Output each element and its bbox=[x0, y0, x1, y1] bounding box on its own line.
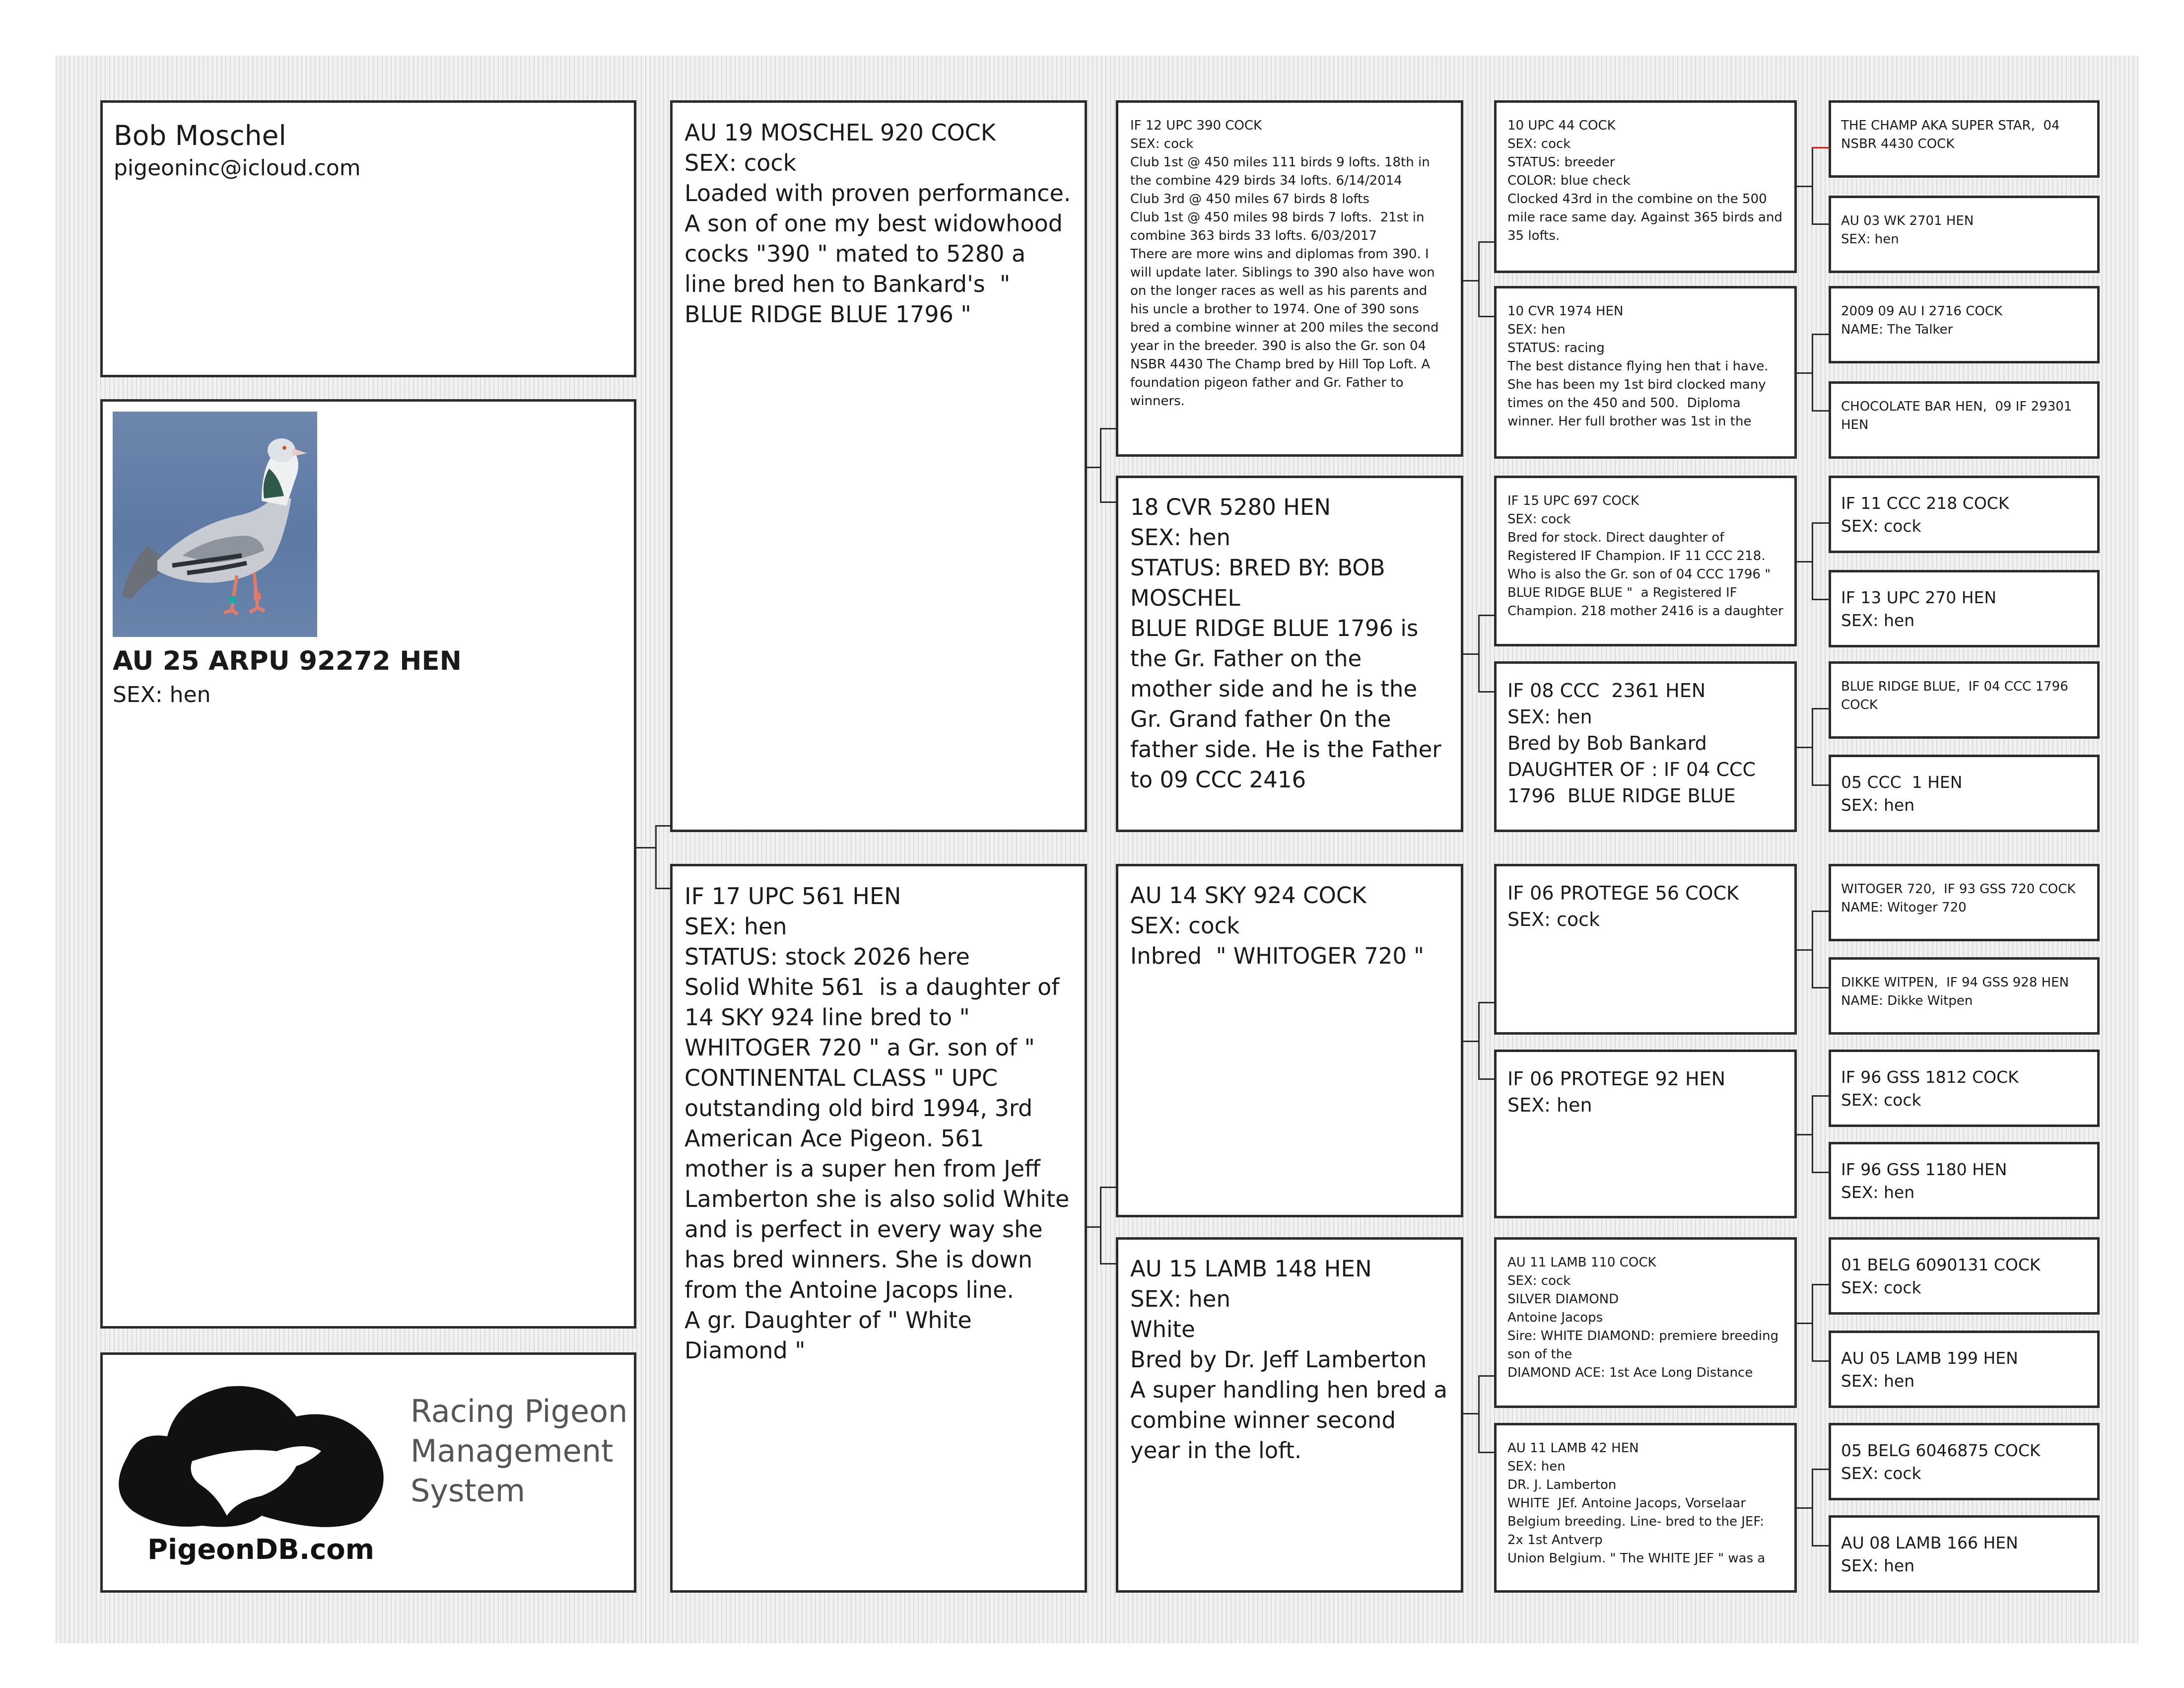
subject-name: AU 25 ARPU 92272 HEN bbox=[113, 646, 462, 676]
sire-text: AU 19 MOSCHEL 920 COCK SEX: cock Loaded with proven performance. A son of one my best widowhood cocks "390 " mated to 5280 a line bred hen to Bankard's " BLUE RIDGE BLUE 1796 " bbox=[684, 119, 1071, 328]
connector bbox=[1812, 1095, 1813, 1173]
ancestor-text: IF 08 CCC 2361 HEN SEX: hen Bred by Bob Bankard DAUGHTER OF : IF 04 CCC 1796 BLUE RIDGE BLUE bbox=[1507, 680, 1756, 807]
ancestor-text: 05 BELG 6046875 COCK SEX: cock bbox=[1841, 1441, 2041, 1483]
gen3-card[interactable] bbox=[1494, 1050, 1797, 1218]
connector bbox=[1100, 1187, 1101, 1264]
connector bbox=[1797, 561, 1813, 563]
pigeon-photo bbox=[113, 412, 317, 637]
ancestor-text: CHOCOLATE BAR HEN, 09 IF 29301 HEN bbox=[1841, 399, 2076, 432]
gen4-card[interactable] bbox=[1829, 476, 2100, 553]
connector bbox=[1478, 615, 1480, 692]
connector bbox=[1463, 653, 1479, 655]
gen4-card[interactable] bbox=[1829, 196, 2100, 273]
connector bbox=[1812, 1284, 1813, 1361]
connector bbox=[1812, 911, 1830, 912]
connector bbox=[1812, 522, 1830, 524]
logo-line-1: Racing Pigeon bbox=[410, 1393, 628, 1429]
ancestor-text: BLUE RIDGE BLUE, IF 04 CCC 1796 COCK bbox=[1841, 679, 2073, 712]
connector bbox=[1463, 1041, 1479, 1042]
ancestor-text: 10 CVR 1974 HEN SEX: hen STATUS: racing The best distance flying hen that i have. She has been my 1st bird clocked many times on the 450 and 500. Diploma winner. Her full brother was 1st in the bbox=[1507, 304, 1769, 429]
gen4-card[interactable] bbox=[1829, 1050, 2100, 1127]
connector bbox=[1812, 599, 1830, 600]
connector bbox=[1812, 1360, 1830, 1362]
connector bbox=[655, 825, 671, 827]
connector bbox=[1463, 1413, 1479, 1414]
connector bbox=[1100, 1263, 1117, 1265]
gen4-card[interactable] bbox=[1829, 864, 2100, 941]
owner-card bbox=[100, 100, 636, 377]
connector bbox=[1797, 1507, 1813, 1509]
ancestor-text: 2009 09 AU I 2716 COCK NAME: The Talker bbox=[1841, 304, 2003, 337]
gen4-card[interactable] bbox=[1829, 1331, 2100, 1408]
connector bbox=[1100, 428, 1101, 502]
connector bbox=[1087, 1226, 1101, 1228]
connector bbox=[1478, 1375, 1480, 1453]
connector bbox=[1812, 410, 1830, 412]
connector bbox=[1478, 1002, 1480, 1079]
ancestor-text: 10 UPC 44 COCK SEX: cock STATUS: breeder COLOR: blue check Clocked 43rd in the combine on the 500 mile race same day. Against 365 birds and 35 lofts. bbox=[1507, 118, 1782, 243]
connector bbox=[1100, 501, 1117, 503]
ancestor-text: WITOGER 720, IF 93 GSS 720 COCK NAME: Witoger 720 bbox=[1841, 882, 2076, 915]
connector bbox=[1087, 467, 1101, 468]
connector bbox=[1812, 334, 1813, 411]
connector bbox=[1797, 186, 1813, 187]
owner-name: Bob Moschel bbox=[114, 120, 286, 151]
connector bbox=[1812, 334, 1830, 335]
connector bbox=[1478, 241, 1480, 317]
ancestor-text: AU 11 LAMB 42 HEN SEX: hen DR. J. Lamberton WHITE JEf. Antoine Jacops, Vorselaar Belgium breeding. Line- bred to the JEF: 2x 1st Antverp Union Belgium. " The WHITE JEF " was a bbox=[1507, 1441, 1766, 1566]
logo-line-2: Management bbox=[410, 1433, 614, 1469]
connector bbox=[1812, 1095, 1830, 1097]
gen4-card[interactable] bbox=[1829, 1142, 2100, 1219]
logo-card bbox=[100, 1352, 636, 1593]
connector bbox=[1478, 1002, 1495, 1003]
connector bbox=[1812, 223, 1830, 225]
connector bbox=[1812, 1469, 1830, 1470]
connector bbox=[1812, 708, 1813, 785]
logo-site: PigeonDB.com bbox=[147, 1534, 375, 1566]
ancestor-text: DIKKE WITPEN, IF 94 GSS 928 HEN NAME: Dikke Witpen bbox=[1841, 975, 2069, 1008]
gen3-card[interactable] bbox=[1494, 1237, 1797, 1408]
gen4-card[interactable] bbox=[1829, 286, 2100, 363]
connector bbox=[1812, 987, 1830, 988]
sire-card[interactable] bbox=[670, 100, 1087, 832]
gen4-card[interactable] bbox=[1829, 957, 2100, 1035]
connector bbox=[1812, 784, 1830, 786]
gen3-card[interactable] bbox=[1494, 476, 1797, 646]
gen3-card[interactable] bbox=[1494, 864, 1797, 1035]
connector bbox=[1478, 691, 1495, 693]
connector bbox=[1812, 1469, 1813, 1546]
ancestor-text: IF 06 PROTEGE 56 COCK SEX: cock bbox=[1507, 882, 1739, 930]
granddam-paternal-card[interactable] bbox=[1116, 476, 1463, 832]
connector bbox=[1478, 1078, 1495, 1080]
grandparent-text: AU 15 LAMB 148 HEN SEX: hen White Bred by Dr. Jeff Lamberton A super handling hen bred a combine winner second year in the loft. bbox=[1130, 1256, 1447, 1464]
ancestor-text: AU 03 WK 2701 HEN SEX: hen bbox=[1841, 213, 1974, 247]
gen4-card[interactable] bbox=[1829, 1423, 2100, 1500]
connector bbox=[1478, 615, 1495, 616]
ancestor-text: AU 05 LAMB 199 HEN SEX: hen bbox=[1841, 1348, 2018, 1391]
ancestor-text: AU 11 LAMB 110 COCK SEX: cock SILVER DIAMOND Antoine Jacops Sire: WHITE DIAMOND: premiere breeding son of the DIAMOND ACE: 1st Ace Long Distance bbox=[1507, 1255, 1779, 1380]
gen4-card[interactable] bbox=[1829, 381, 2100, 459]
connector bbox=[1812, 1172, 1830, 1173]
gen3-card[interactable] bbox=[1494, 100, 1797, 273]
gen3-card[interactable] bbox=[1494, 1423, 1797, 1593]
connector bbox=[1812, 911, 1813, 988]
dam-card[interactable] bbox=[670, 864, 1087, 1593]
connector bbox=[1812, 1545, 1830, 1547]
grandparent-text: IF 12 UPC 390 COCK SEX: cock Club 1st @ 450 miles 111 birds 9 lofts. 18th in the combine 429 birds 34 lofts. 6/14/2014 Club 3rd @ 450 miles 67 birds 8 lofts Club 1st @ 450 miles 98 birds 7 lofts. 21st in combine 363 birds 33 lofts. 6/03/2017 There are more wins and diplomas from 390. I will update later. Siblings to 390 also have won on the longer races as well as his parents and his uncle a brother to 1974. One of 390 sons bred a combine winner at 200 miles the second year in the breeder. 390 is also the Gr. son 04 NSBR 4430 The Champ bred by Hill Top Loft. A foundation pigeon father and Gr. Father to winners. bbox=[1130, 118, 1439, 409]
gen3-card[interactable] bbox=[1494, 661, 1797, 832]
ancestor-text: IF 13 UPC 270 HEN SEX: hen bbox=[1841, 588, 1997, 630]
connector-highlight bbox=[1812, 147, 1830, 148]
connector bbox=[1812, 522, 1813, 600]
connector bbox=[1812, 708, 1830, 709]
gen4-card[interactable] bbox=[1829, 1237, 2100, 1315]
connector bbox=[1100, 428, 1117, 429]
connector bbox=[1100, 1187, 1117, 1188]
connector bbox=[1797, 1134, 1813, 1135]
connector bbox=[1478, 316, 1495, 317]
grandsire-maternal-card[interactable] bbox=[1116, 864, 1463, 1217]
connector bbox=[1463, 280, 1479, 281]
gen3-card[interactable] bbox=[1494, 286, 1797, 459]
gen4-card[interactable] bbox=[1829, 1515, 2100, 1593]
ancestor-text: IF 96 GSS 1180 HEN SEX: hen bbox=[1841, 1160, 2007, 1202]
connector bbox=[655, 825, 657, 889]
logo-line-3: System bbox=[410, 1473, 526, 1509]
ancestor-text: AU 08 LAMB 166 HEN SEX: hen bbox=[1841, 1533, 2018, 1575]
gen4-card[interactable] bbox=[1829, 100, 2100, 178]
ancestor-text: 05 CCC 1 HEN SEX: hen bbox=[1841, 773, 1963, 815]
gen4-card[interactable] bbox=[1829, 755, 2100, 832]
connector bbox=[1478, 1452, 1495, 1453]
connector bbox=[636, 847, 656, 848]
connector bbox=[655, 888, 671, 889]
connector bbox=[1797, 372, 1813, 374]
ancestor-text: IF 15 UPC 697 COCK SEX: cock Bred for stock. Direct daughter of Registered IF Champion. IF 11 CCC 218. Who is also the Gr. son of 04 CCC 1796 " BLUE RIDGE BLUE " a Registered IF Champion. 218 mother 2416 is a daughter bbox=[1507, 493, 1783, 619]
ancestor-text: IF 96 GSS 1812 COCK SEX: cock bbox=[1841, 1067, 2019, 1110]
ancestor-text: 01 BELG 6090131 COCK SEX: cock bbox=[1841, 1255, 2041, 1297]
gen4-card[interactable] bbox=[1829, 661, 2100, 739]
dam-text: IF 17 UPC 561 HEN SEX: hen STATUS: stock 2026 here Solid White 561 is a daughter of 14 SKY 924 line bred to " WHITOGER 720 " a Gr. son of " CONTINENTAL CLASS " UPC outstanding old bird 1994, 3rd American Ace Pigeon. 561 mother is a super hen from Jeff Lamberton she is also solid White and is perfect in every way she has bred winners. She is down from the Antoine Jacops line. A gr. Daughter of " White Diamond " bbox=[684, 883, 1070, 1364]
connector bbox=[1812, 1284, 1830, 1285]
connector bbox=[1478, 241, 1495, 243]
ancestor-text: IF 11 CCC 218 COCK SEX: cock bbox=[1841, 493, 2009, 536]
granddam-maternal-card[interactable] bbox=[1116, 1237, 1463, 1593]
gen4-card[interactable] bbox=[1829, 570, 2100, 647]
grandparent-text: 18 CVR 5280 HEN SEX: hen STATUS: BRED BY: BOB MOSCHEL BLUE RIDGE BLUE 1796 is the Gr. Father on the mother side and he is the Gr. Grand father 0n the father side. He is the Father to 09 CCC 2416 bbox=[1130, 494, 1441, 793]
grandparent-text: AU 14 SKY 924 COCK SEX: cock Inbred " WHITOGER 720 " bbox=[1130, 882, 1425, 969]
pigeon-icon bbox=[113, 412, 317, 637]
pigeondb-logo-icon bbox=[113, 1367, 391, 1536]
subject-sex: SEX: hen bbox=[113, 682, 211, 707]
ancestor-text: IF 06 PROTEGE 92 HEN SEX: hen bbox=[1507, 1068, 1726, 1116]
connector bbox=[1797, 949, 1813, 951]
connector bbox=[1812, 147, 1813, 224]
connector bbox=[1797, 747, 1813, 748]
owner-email: pigeoninc@icloud.com bbox=[114, 155, 361, 181]
ancestor-text: THE CHAMP AKA SUPER STAR, 04 NSBR 4430 COCK bbox=[1841, 118, 2064, 151]
connector bbox=[1478, 1375, 1495, 1377]
grandsire-paternal-card[interactable] bbox=[1116, 100, 1463, 457]
connector bbox=[1797, 1323, 1813, 1324]
subject-card bbox=[100, 399, 636, 1329]
